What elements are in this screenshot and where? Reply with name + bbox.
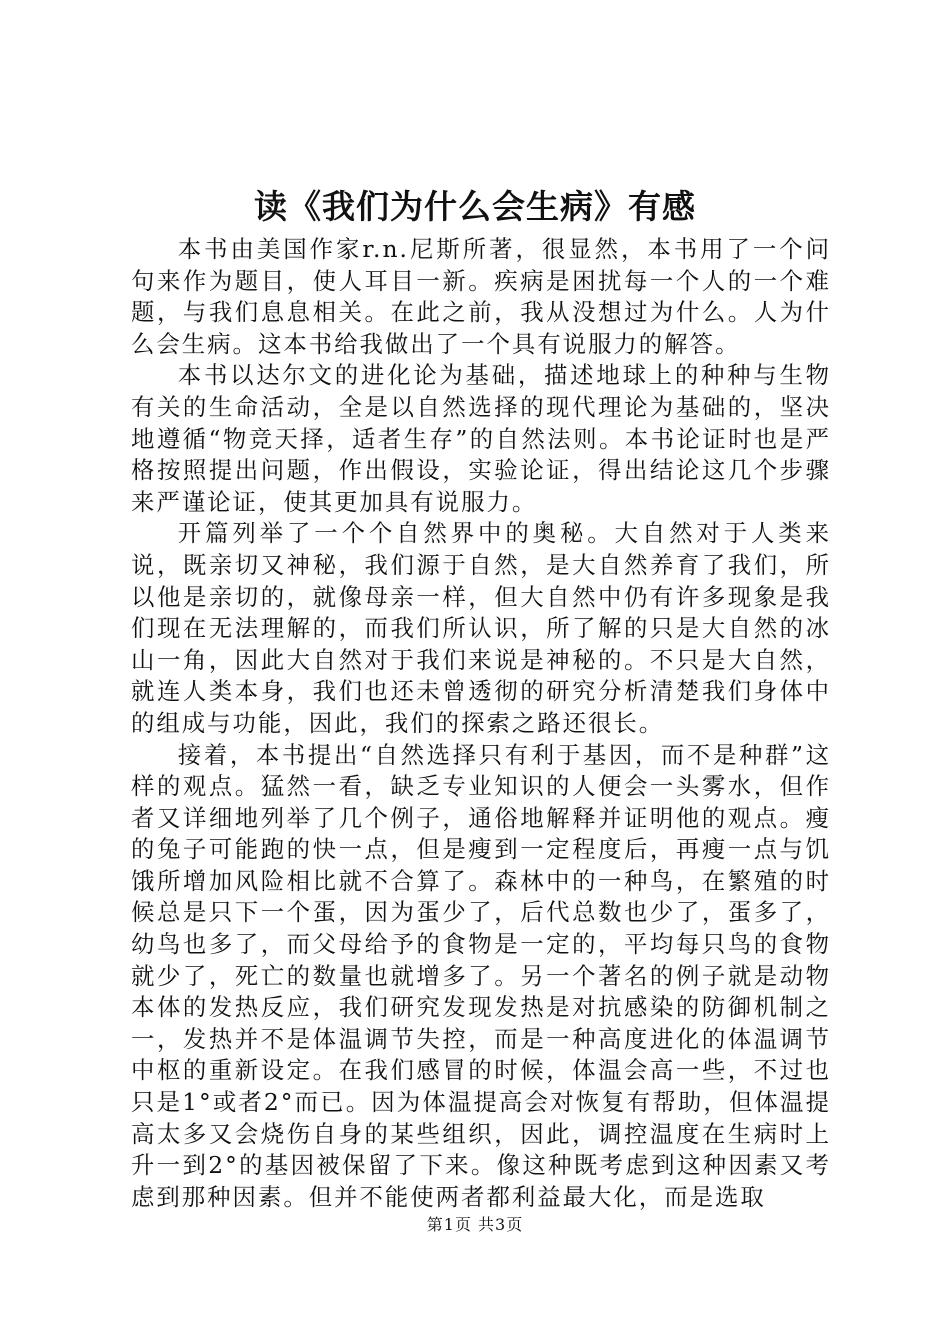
page-number-footer: 第1页 共3页 [426, 1215, 524, 1234]
paragraph: 接着，本书提出“自然选择只有利于基因，而不是种群”这样的观点。猛然一看，缺乏专业知识的人便会一头雾水，但作者又详细地列举了几个例子，通俗地解释并证明他的观点。瘦的兔子可能跑的快一点，但是瘦到一定程度后，再瘦一点与饥饿所增加风险相比就不合算了。森林中的一种鸟，在繁殖的时候总是只下一个蛋，因为蛋少了，后代总数也少了，蛋多了，幼鸟也多了，而父母给予的食物是一定的，平均每只鸟的食物就少了，死亡的数量也就增多了。另一个著名的例子就是动物本体的发热反应，我们研究发现发热是对抗感染的防御机制之一，发热并不是体温调节失控，而是一种高度进化的体温调节中枢的重新设定。在我们感冒的时候，体温会高一些，不过也只是1°或者2°而已。因为体温提高会对恢复有帮助，但体温提高太多又会烧伤自身的某些组织，因此，调控温度在生病时上升一到2°的基因被保留了下来。像这种既考虑到这种因素又考虑到那种因素。但并不能使两者都利益最大化，而是选取 [131, 740, 831, 1211]
document-body [131, 234, 831, 1211]
paragraph: 本书以达尔文的进化论为基础，描述地球上的种种与生物有关的生命活动，全是以自然选择的现代理论为基础的，坚决地遵循“物竞天择，适者生存”的自然法则。本书论证时也是严格按照提出问题，作出假设，实验论证，得出结论这几个步骤来严谨论证，使其更加具有说服力。 [131, 361, 831, 516]
paragraph: 开篇列举了一个个自然界中的奥秘。大自然对于人类来说，既亲切又神秘，我们源于自然，是大自然养育了我们，所以他是亲切的，就像母亲一样，但大自然中仍有许多现象是我们现在无法理解的，而我们所认识，所了解的只是大自然的冰山一角，因此大自然对于我们来说是神秘的。不只是大自然，就连人类本身，我们也还未曾透彻的研究分析清楚我们身体中的组成与功能，因此，我们的探索之路还很长。 [131, 519, 831, 737]
document-title: 读《我们为什么会生病》有感 [254, 187, 696, 226]
paragraph: 本书由美国作家r.n.尼斯所著，很显然，本书用了一个问句来作为题目，使人耳目一新。疾病是困扰每一个人的一个难题，与我们息息相关。在此之前，我从没想过为什么。人为什么会生病。这本书给我做出了一个具有说服力的解答。 [131, 235, 831, 358]
